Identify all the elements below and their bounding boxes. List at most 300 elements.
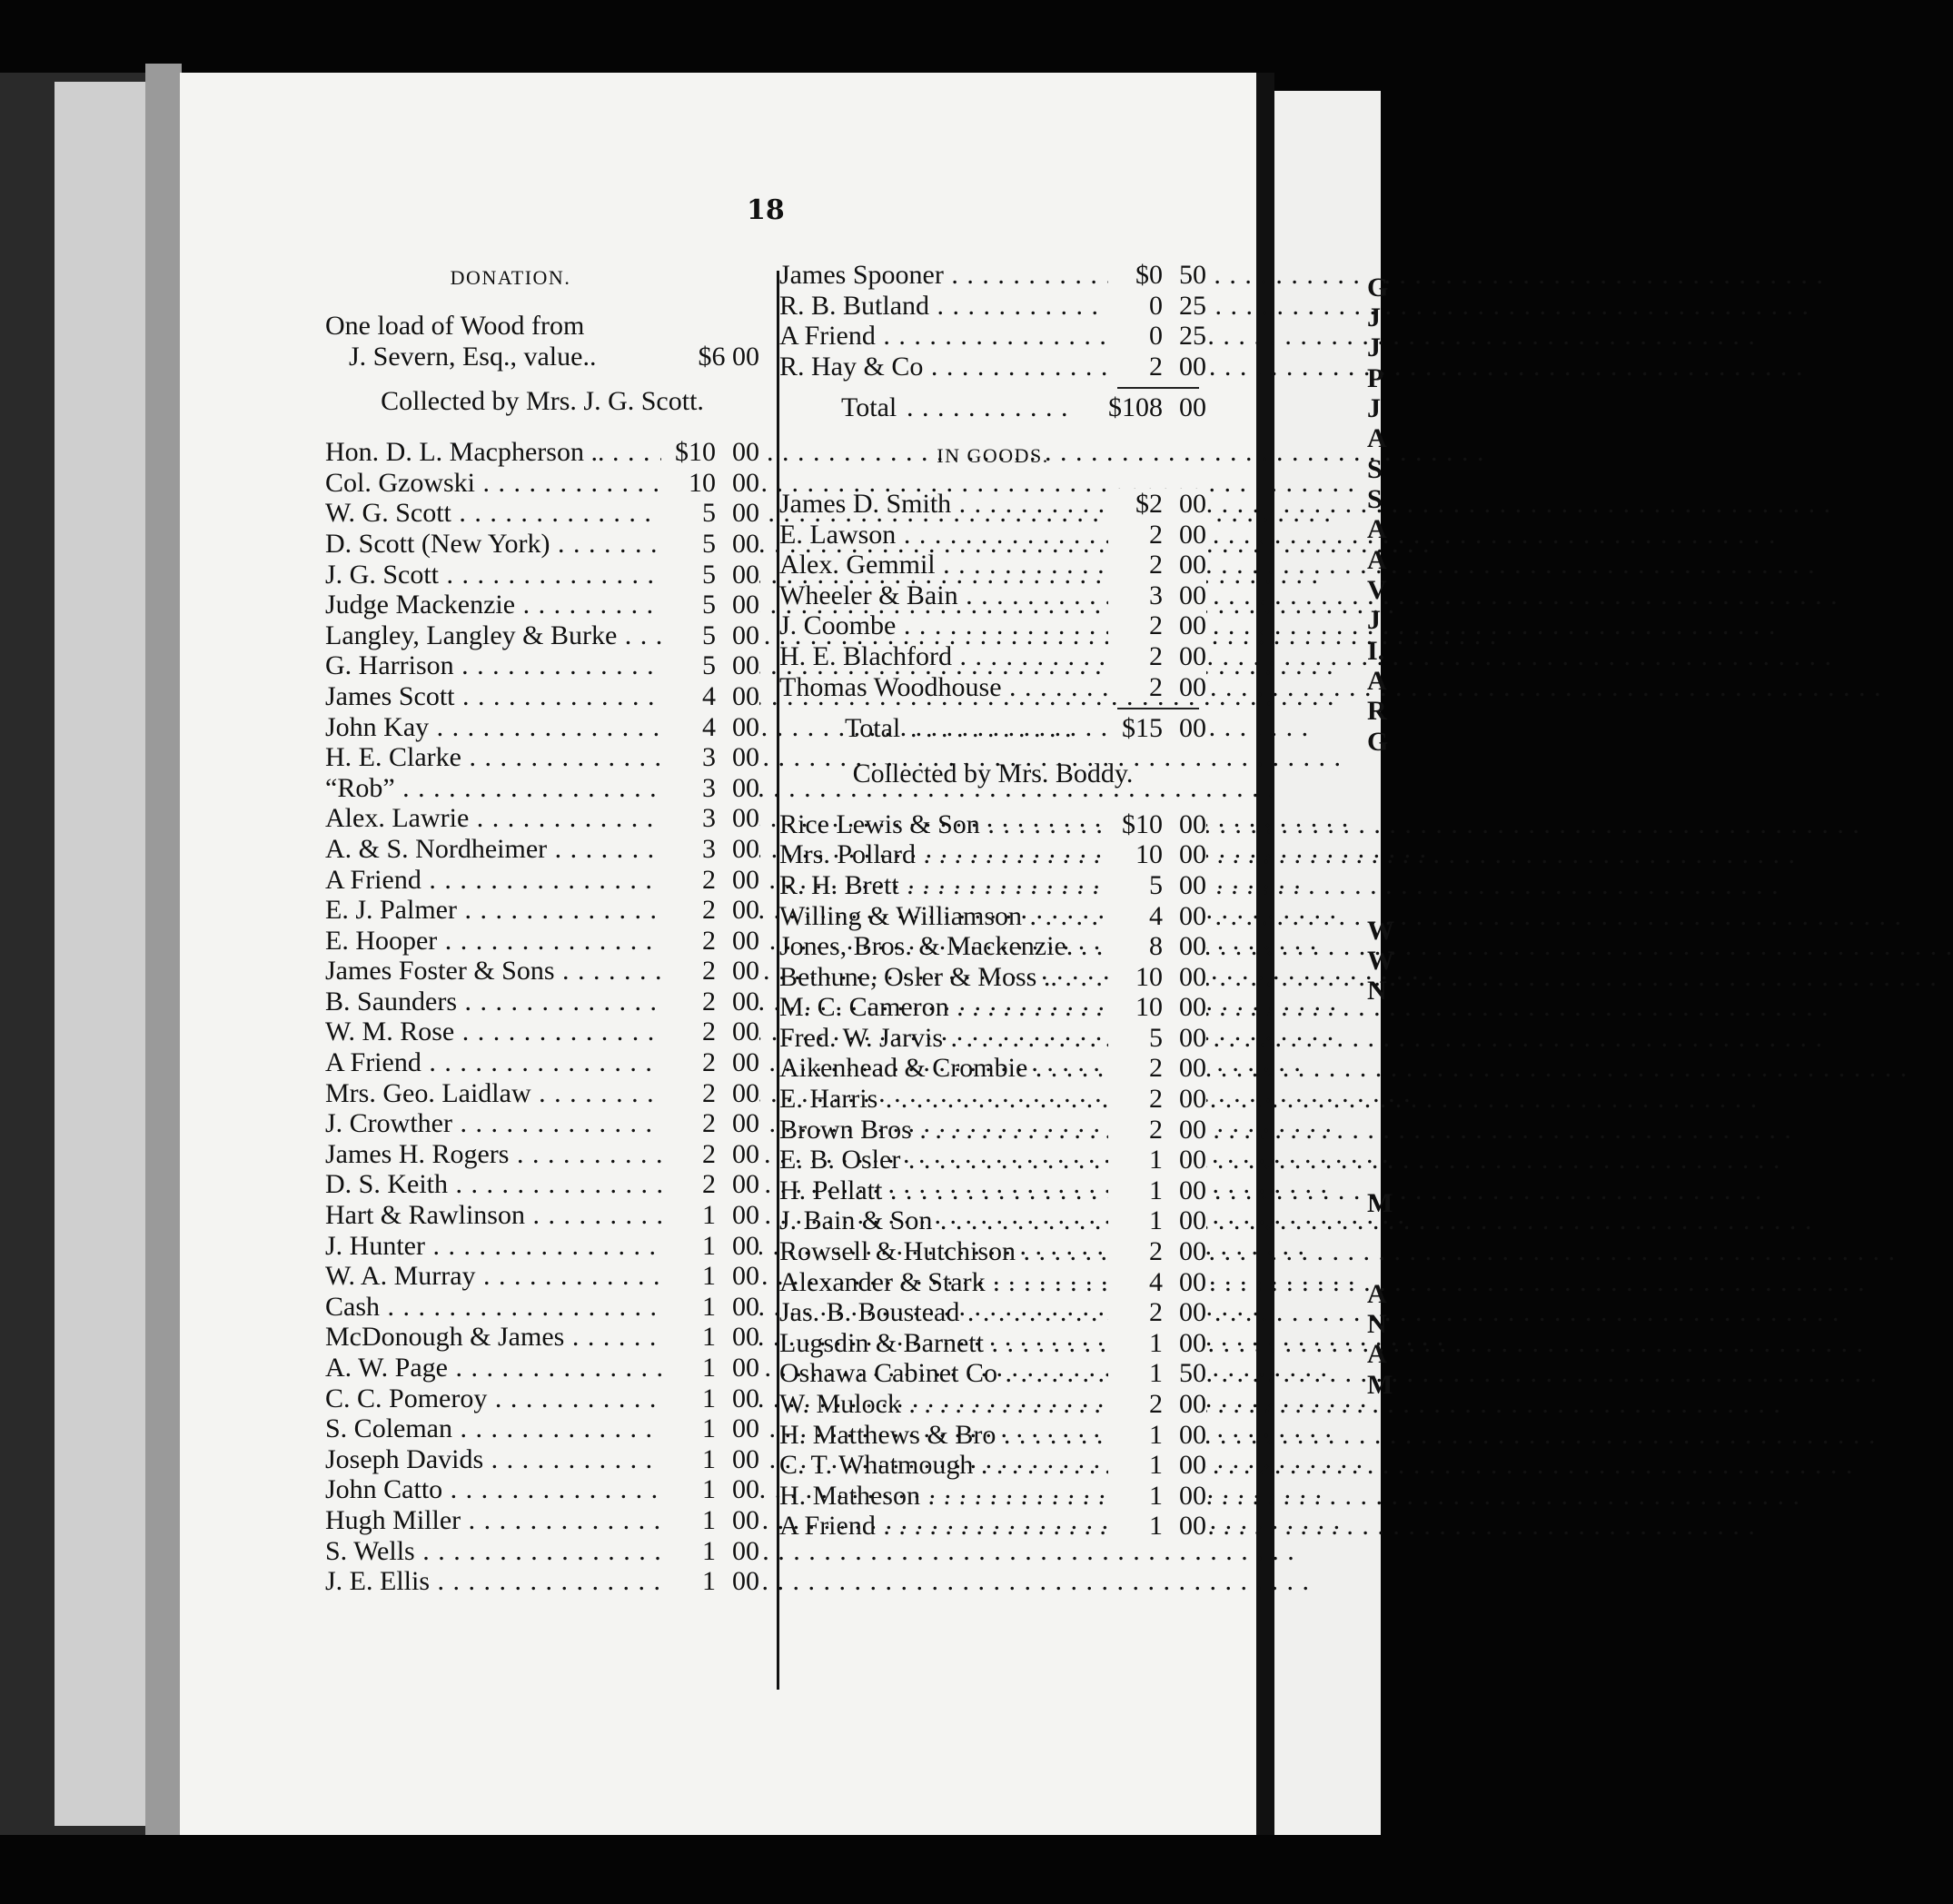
list-item [779,931,1206,962]
amount [1108,672,1206,703]
amount [661,529,759,560]
amount-cents: 00 [1179,1419,1206,1450]
amount-cents: 00 [732,1016,759,1047]
amount-dollars: 1 [702,1322,716,1353]
amount [661,1413,759,1444]
amount [1108,352,1206,382]
list-item [779,1389,1206,1420]
amount-dollars: 1 [702,1353,716,1383]
list-item [325,1169,759,1200]
donor-name: C. T. Whatmough . . . [779,1450,1106,1481]
donor-name: J. E. Ellis . . . [325,1566,659,1597]
amount-dollars: 2 [702,956,716,987]
amount [1108,1358,1206,1389]
amount-dollars: 8 [1149,931,1163,962]
amount-dollars: 1 [702,1443,716,1474]
amount-cents: 00 [1179,1022,1206,1053]
amount-cents: 00 [732,925,759,956]
donor-name: D. Scott (New York) . . . [325,529,659,560]
amount [1108,580,1206,611]
amount-cents: 00 [732,1291,759,1322]
amount-cents: 00 [732,1322,759,1353]
list-item [325,620,759,651]
donor-name: E. B. Osler . . . [779,1145,1106,1175]
list-item [325,1139,759,1170]
amount-dollars: 5 [1149,869,1163,900]
amount-dollars: 2 [1149,610,1163,641]
amount-cents: 00 [1179,1450,1206,1481]
facing-page-letter: A [1367,545,1387,575]
amount-dollars: 4 [1149,1266,1163,1297]
amount-cents: 00 [1179,1084,1206,1115]
amount-dollars: 1 [702,1474,716,1505]
amount [1108,1175,1206,1206]
amount-cents: 00 [732,1535,759,1566]
list-item [325,1474,759,1505]
facing-page-letter: A [1367,1279,1387,1309]
amount [1108,901,1206,932]
list-item [779,1115,1206,1145]
amount-cents: 00 [1179,992,1206,1023]
amount [1108,839,1206,870]
total-2-label: Total [845,713,901,744]
amount [1108,291,1206,322]
amount-dollars: 2 [702,895,716,926]
donor-name: James Foster & Sons . . . [325,956,659,987]
donor-name: Alex. Lawrie . . . [325,803,659,834]
amount-dollars: 1 [702,1504,716,1535]
amount [1108,1115,1206,1145]
donation-heading: DONATION. [450,266,571,289]
amount-dollars: $2 [1135,488,1163,519]
facing-page-letter: A [1367,514,1387,544]
amount [1108,641,1206,672]
list-item [325,1566,759,1597]
amount-cents: 00 [1179,1175,1206,1205]
amount-dollars: 5 [1149,1022,1163,1053]
amount-dollars: 0 [1149,321,1163,352]
donor-name: James H. Rogers . . . [325,1139,659,1170]
list-item [779,641,1206,672]
donor-name: J. Crowther . . . [325,1108,659,1139]
list-item [779,1511,1206,1542]
amount [661,926,759,957]
amount-dollars: 2 [702,925,716,956]
facing-page-letter: N [1367,1309,1387,1339]
boddy-entries [779,809,1206,1542]
list-item [325,590,759,620]
list-item [325,650,759,681]
facing-page-letter: A [1367,423,1387,453]
amount-dollars: $10 [675,437,716,468]
amount [661,712,759,743]
amount-cents: 00 [732,1108,759,1139]
amount-dollars: 2 [1149,671,1163,702]
list-item [325,956,759,987]
amount-cents: 00 [1179,610,1206,641]
total-rule [1117,708,1199,709]
donor-name: Hon. D. L. Macpherson .. . . . [325,437,659,468]
amount-cents: 00 [732,467,759,498]
list-item [325,1383,759,1414]
amount-cents: 00 [1179,1266,1206,1297]
amount-dollars: 4 [702,711,716,742]
amount-dollars: 0 [1149,290,1163,321]
amount [661,681,759,712]
amount-cents: 00 [1179,1389,1206,1419]
donation-text: J. Severn, Esq., value.. [349,341,597,372]
amount [1108,489,1206,520]
donor-name: W. A. Murray . . . [325,1261,659,1292]
total-1-cents: 00 [1179,392,1206,423]
facing-page-letter: I. [1367,636,1385,666]
total-1-dollars: $108 [1108,392,1163,423]
amount-dollars: $10 [1122,808,1163,839]
list-item [779,550,1206,580]
list-item [325,681,759,712]
list-item [325,1078,759,1109]
facing-page-letter: S [1367,484,1383,514]
facing-page-letter: P [1367,363,1384,393]
list-item [325,1292,759,1323]
amount [661,1444,759,1475]
list-item [325,498,759,529]
donor-name: H. E. Clarke . . . [325,742,659,773]
amount [1108,610,1206,641]
amount-dollars: 2 [1149,1297,1163,1328]
total-2-cents: 00 [1179,713,1206,744]
amount-dollars: 2 [1149,1084,1163,1115]
amount-cents: 00 [732,590,759,620]
amount-dollars: 1 [1149,1205,1163,1236]
amount-dollars: 5 [702,559,716,590]
donor-name: S. Wells . . . [325,1536,659,1567]
amount-cents: 00 [732,1413,759,1444]
amount [1108,1236,1206,1267]
donor-name: C. C. Pomeroy . . . [325,1383,659,1414]
amount-cents: 50 [1179,260,1206,290]
right-column [779,260,1206,1542]
amount-cents: 00 [732,1200,759,1231]
amount [1108,1328,1206,1359]
amount [661,956,759,987]
donor-name: Hart & Rawlinson . . . [325,1200,659,1231]
amount [661,1047,759,1078]
amount-dollars: 5 [702,528,716,559]
amount [1108,520,1206,550]
list-item [779,1328,1206,1359]
amount-dollars: 1 [1149,1480,1163,1511]
amount [661,1261,759,1292]
facing-page-letter: M [1367,1188,1393,1218]
amount-dollars: 1 [1149,1358,1163,1389]
amount-dollars: 10 [1135,992,1163,1023]
list-item [779,1205,1206,1236]
amount-cents: 00 [732,680,759,711]
donor-name: “Rob” . . . [325,773,659,804]
donation-line-1: One load of Wood from [325,311,585,341]
donor-name: Alex. Gemmil . . . [779,550,1106,580]
total-rule [1117,387,1199,389]
donor-name: Oshawa Cabinet Co . . . [779,1358,1106,1389]
amount-cents: 00 [1179,1236,1206,1267]
list-item [779,352,1206,382]
amount [661,1231,759,1262]
amount [1108,1511,1206,1542]
amount [661,1139,759,1170]
list-item [779,1358,1206,1389]
donor-name: Wheeler & Bain . . . [779,580,1106,611]
donor-name: Judge Mackenzie . . . [325,590,659,620]
amount-cents: 50 [1179,1358,1206,1389]
donor-name: Alexander & Stark . . . [779,1267,1106,1298]
amount [661,1536,759,1567]
donor-name: Rowsell & Hutchison . . . [779,1236,1106,1267]
page-edges [145,64,182,1835]
list-item [779,1450,1206,1481]
donor-name: B. Saunders . . . [325,987,659,1017]
donor-name: James Scott . . . [325,681,659,712]
list-item [325,865,759,896]
donor-name: John Catto . . . [325,1474,659,1505]
amount-dollars: 1 [702,1566,716,1597]
list-item [325,1047,759,1078]
list-item [325,468,759,499]
amount-dollars: 5 [702,620,716,650]
amount [661,498,759,529]
donor-name: G. Harrison . . . [325,650,659,681]
amount-dollars: 1 [1149,1327,1163,1358]
list-item [325,1231,759,1262]
amount [1108,992,1206,1023]
amount-cents: 00 [732,986,759,1016]
amount-dollars: 1 [1149,1145,1163,1175]
amount [1108,1297,1206,1328]
amount-cents: 00 [732,1261,759,1292]
amount-dollars: 2 [702,864,716,895]
amount-dollars: 10 [1135,961,1163,992]
amount-dollars: 2 [702,1138,716,1169]
donor-name: A. W. Page . . . [325,1353,659,1383]
list-item [779,1053,1206,1084]
amount-dollars: 1 [702,1230,716,1261]
book-spine [55,82,154,1826]
amount-cents: 00 [1179,580,1206,610]
amount-cents: 00 [732,1230,759,1261]
amount-cents: 00 [1179,1480,1206,1511]
amount-dollars: $0 [1135,260,1163,290]
list-item [325,926,759,957]
amount [1108,870,1206,901]
donor-name: J. Coombe . . . [779,610,1106,641]
donor-name: A Friend . . . [325,865,659,896]
amount-dollars: 2 [1149,519,1163,550]
donor-name: Bethune, Osler & Moss .. . . . [779,962,1106,993]
list-item [779,489,1206,520]
donor-name: D. S. Keith . . . [325,1169,659,1200]
amount [1108,1481,1206,1512]
amount [661,1322,759,1353]
list-item [325,529,759,560]
top-entries [779,260,1206,382]
total-1: Total . . . . . . . . . . . $108 00 [841,392,1206,423]
amount-cents: 00 [732,772,759,803]
list-item [779,1084,1206,1115]
list-item [325,1322,759,1353]
list-item [779,809,1206,840]
amount-dollars: 1 [702,1200,716,1231]
facing-page-letter: J [1367,302,1381,332]
amount [661,1016,759,1047]
amount-dollars: 3 [702,772,716,803]
amount-dollars: 4 [1149,900,1163,931]
amount [661,437,759,468]
amount [661,773,759,804]
amount-cents: 00 [732,1169,759,1200]
page-number: 18 [747,194,785,226]
facing-page-letter: S [1367,454,1383,484]
goods-entries [779,489,1206,702]
amount [661,590,759,620]
list-item [779,1481,1206,1512]
amount-cents: 00 [1179,351,1206,382]
amount-cents: 00 [1179,839,1206,870]
list-item [325,1261,759,1292]
list-item [779,321,1206,352]
amount [661,834,759,865]
amount-cents: 00 [1179,1327,1206,1358]
facing-page-letter: A [1367,666,1387,696]
amount-cents: 00 [1179,519,1206,550]
amount-dollars: 5 [702,650,716,681]
amount-cents: 00 [732,437,759,468]
scott-heading: Collected by Mrs. J. G. Scott. [381,386,704,417]
amount [661,987,759,1017]
amount-cents: 00 [732,711,759,742]
amount-cents: 00 [732,895,759,926]
amount-cents: 00 [732,803,759,834]
amount [1108,1053,1206,1084]
amount-dollars: 2 [702,1047,716,1078]
amount-dollars: 5 [702,498,716,529]
donor-name: E. Harris . . . [779,1084,1106,1115]
amount-dollars: 3 [1149,580,1163,610]
donor-name: J. Hunter . . . [325,1231,659,1262]
amount-dollars: 1 [702,1413,716,1444]
boddy-heading: Collected by Mrs. Boddy. [852,758,1134,788]
list-item [779,520,1206,550]
donor-name: Joseph Davids . . . [325,1444,659,1475]
amount-dollars: 2 [702,1169,716,1200]
list-item [325,803,759,834]
list-item [325,1108,759,1139]
left-column-header [325,260,759,1597]
amount-dollars: 2 [702,1108,716,1139]
list-item [325,834,759,865]
list-item [325,773,759,804]
donor-name: H. Matthews & Bro . . . [779,1420,1106,1451]
list-item [779,672,1206,703]
amount-dollars: 1 [1149,1511,1163,1542]
amount [1108,1023,1206,1054]
amount-cents: 00 [732,1077,759,1108]
amount-dollars: 2 [702,1077,716,1108]
list-item [325,742,759,773]
amount-cents: 00 [732,1047,759,1078]
donor-name: M. C. Cameron . . . [779,992,1106,1023]
amount-cents: 00 [732,498,759,529]
facing-page-letter: W [1367,946,1394,976]
list-item [779,1023,1206,1054]
donor-name: Hugh Miller . . . [325,1505,659,1536]
amount [661,1474,759,1505]
amount-cents: 00 [1179,671,1206,702]
amount [661,895,759,926]
amount-cents: 00 [1179,1053,1206,1084]
amount [1108,260,1206,291]
amount-cents: 00 [1179,488,1206,519]
facing-page-letter: A [1367,1339,1387,1369]
amount-dollars: 2 [702,986,716,1016]
facing-page-letter: M [1367,1370,1393,1400]
donor-name: E. J. Palmer . . . [325,895,659,926]
amount-dollars: 5 [702,590,716,620]
amount-dollars: 2 [1149,1389,1163,1419]
donor-name: E. Lawson . . . [779,520,1106,550]
amount [1108,962,1206,993]
list-item [325,1016,759,1047]
donor-name: A Friend . . . [325,1047,659,1078]
list-item [779,1420,1206,1451]
amount [661,620,759,651]
list-item [325,895,759,926]
donor-name: Aikenhead & Crombie . . . [779,1053,1106,1084]
donor-name: S. Coleman . . . [325,1413,659,1444]
amount [661,742,759,773]
donor-name: Langley, Langley & Burke . . . [325,620,659,651]
amount-cents: 00 [732,864,759,895]
donor-name: A Friend . . . [779,321,1106,352]
total-2: Total . . . . . . . . . . . $15 00 [845,713,1206,744]
list-item [779,962,1206,993]
list-item [325,987,759,1017]
donor-name: Mrs. Pollard . . . [779,839,1106,870]
amount-cents: 00 [1179,1145,1206,1175]
amount-cents: 25 [1179,290,1206,321]
donation-line-2 [325,342,759,372]
total-1-label: Total [841,392,897,423]
amount-cents: 00 [732,1138,759,1169]
donor-name: A. & S. Nordheimer . . . [325,834,659,865]
facing-page-letter: J [1367,393,1381,423]
amount-dollars: 1 [702,1291,716,1322]
donor-name: Col. Gzowski . . . [325,468,659,499]
donor-name: Jones, Bros. & Mackenzie. . . . [779,931,1106,962]
amount-cents: 00 [732,956,759,987]
donor-name: R. B. Butland . . . [779,291,1106,322]
amount [661,1383,759,1414]
amount-cents: 00 [1179,961,1206,992]
amount-cents: 00 [732,1443,759,1474]
donor-name: Cash . . . [325,1292,659,1323]
amount-dollars: 1 [1149,1450,1163,1481]
list-item [779,610,1206,641]
amount-cents: 00 [732,1474,759,1505]
amount-cents: 00 [1179,550,1206,580]
donor-name: Thomas Woodhouse . . . [779,672,1106,703]
donor-name: Rice Lewis & Son . . . [779,809,1106,840]
amount-cents: 00 [732,1353,759,1383]
